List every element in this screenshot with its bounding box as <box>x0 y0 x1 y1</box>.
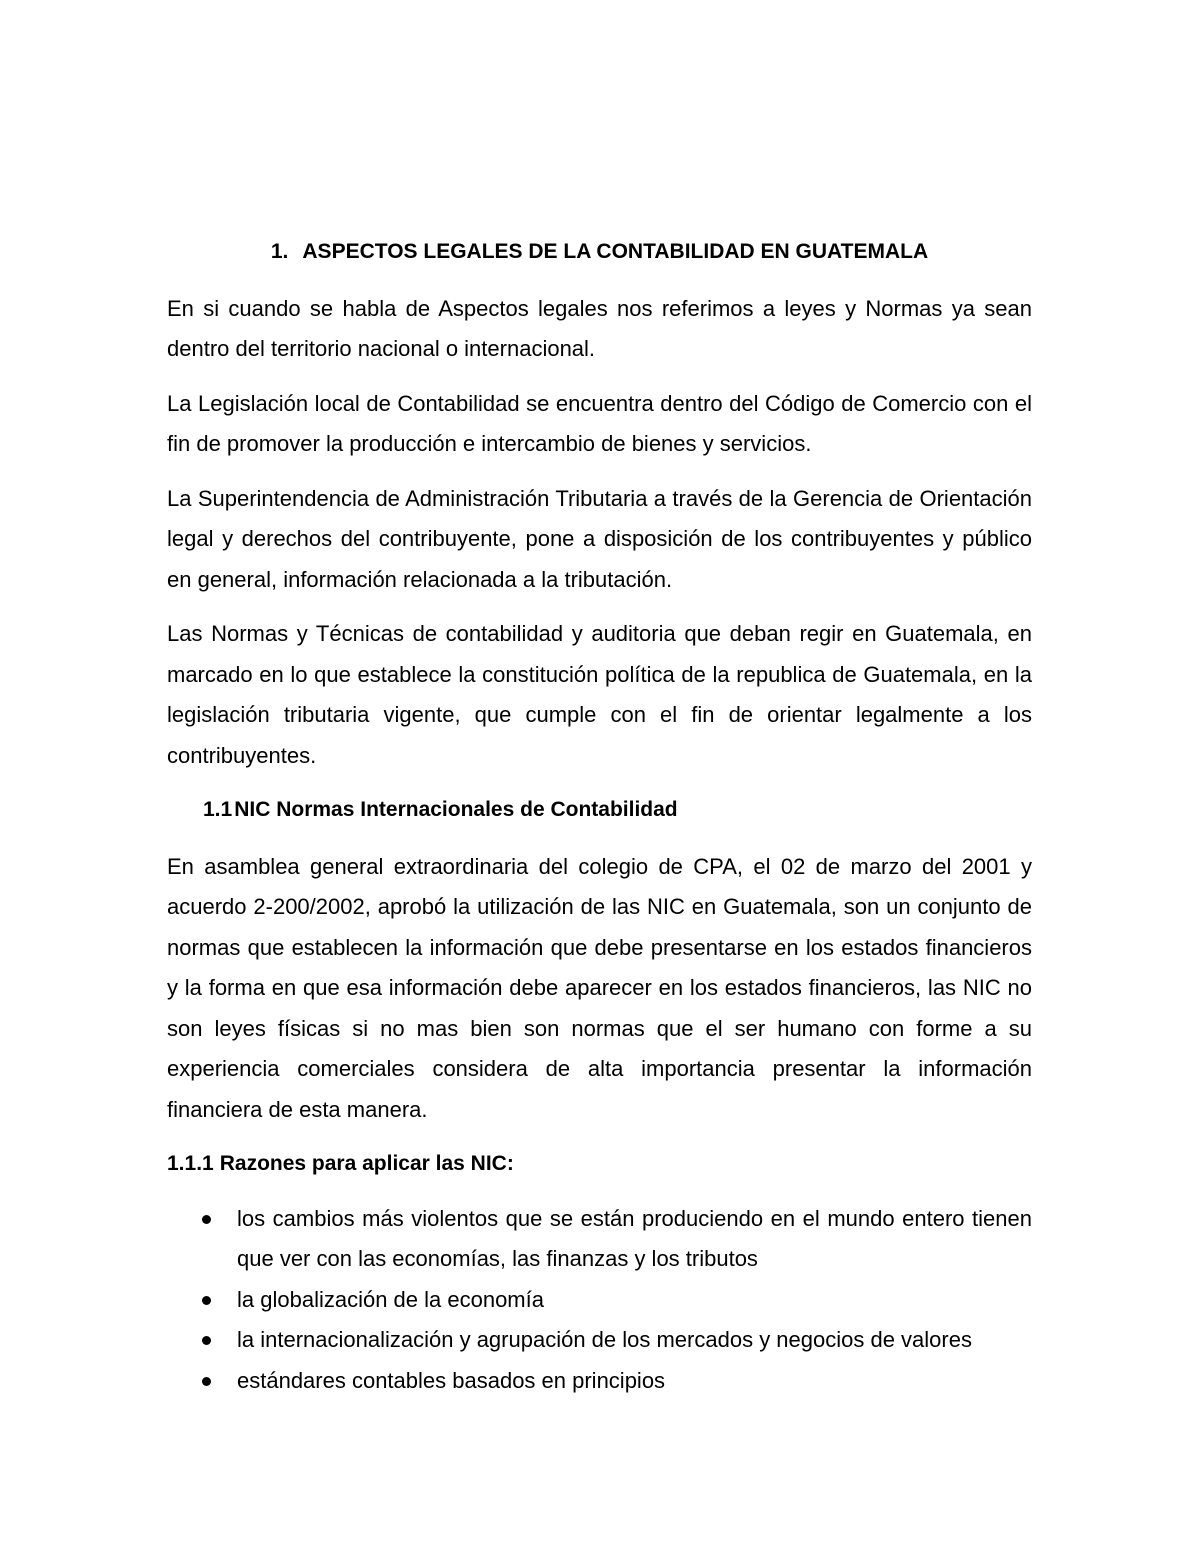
section-1-paragraph-4: Las Normas y Técnicas de contabilidad y auditoria que deban regir en Guatemala, en marcado en lo que establece la constitución política de la republica de Guatemala, en la legislación tributaria vigente, que cumple con el fin de orientar legalmente a los contribuyentes. <box>167 621 1032 768</box>
section-1-1-heading <box>203 790 1032 831</box>
list-item-text: estándares contables basados en principios <box>237 1367 666 1393</box>
section-1-number: 1. <box>270 240 289 263</box>
section-1-paragraph-1: En si cuando se habla de Aspectos legales nos referimos a leyes y Normas ya sean dentro del territorio nacional o internacional. <box>167 295 1032 361</box>
section-1-1-paragraph: En asamblea general extraordinaria del colegio de CPA, el 02 de marzo del 2001 y acuerdo 2-200/2002, aprobó la utilización de las NIC en Guatemala, son un conjunto de normas que establecen la información que debe presentarse en los estados financieros y la forma en que esa información debe aparecer en los estados financieros, las NIC no son leyes físicas si no mas bien son normas que el ser humano con forme a su experiencia comerciales considera de alta importancia presentar la información financiera de esta manera. <box>167 853 1032 1122</box>
bullet-icon <box>202 1336 211 1345</box>
section-1-1-1-heading <box>167 1144 1032 1185</box>
bullet-icon <box>202 1215 211 1224</box>
list-item <box>167 1280 1032 1321</box>
list-item-text: la globalización de la economía <box>237 1286 544 1312</box>
section-1-1-1-number: 1.1.1 <box>167 1152 214 1175</box>
section-1-1-title: NIC Normas Internacionales de Contabilidad <box>234 798 678 821</box>
section-1-1-number: 1.1 <box>203 798 233 821</box>
section-1-paragraph-3: La Superintendencia de Administración Tributaria a través de la Gerencia de Orientación legal y derechos del contribuyente, pone a disposición de los contribuyentes y público en general, información relacionada a la tributación. <box>167 485 1032 592</box>
bullet-icon <box>202 1377 211 1386</box>
document-body <box>167 232 1032 1401</box>
reasons-list <box>167 1199 1032 1402</box>
bullet-icon <box>202 1296 211 1305</box>
section-1-1-1-title: Razones para aplicar las NIC: <box>219 1152 514 1175</box>
list-item <box>167 1320 1032 1361</box>
list-item <box>167 1199 1032 1280</box>
list-item <box>167 1361 1032 1402</box>
list-item-text: los cambios más violentos que se están produciendo en el mundo entero tienen que ver con las economías, las finanzas y los tributos <box>237 1205 1032 1271</box>
section-1-heading <box>167 232 1032 273</box>
section-1-paragraph-2: La Legislación local de Contabilidad se encuentra dentro del Código de Comercio con el fin de promover la producción e intercambio de bienes y servicios. <box>167 390 1032 456</box>
list-item-text: la internacionalización y agrupación de los mercados y negocios de valores <box>237 1327 972 1352</box>
section-1-title: ASPECTOS LEGALES DE LA CONTABILIDAD EN GUATEMALA <box>302 240 929 263</box>
